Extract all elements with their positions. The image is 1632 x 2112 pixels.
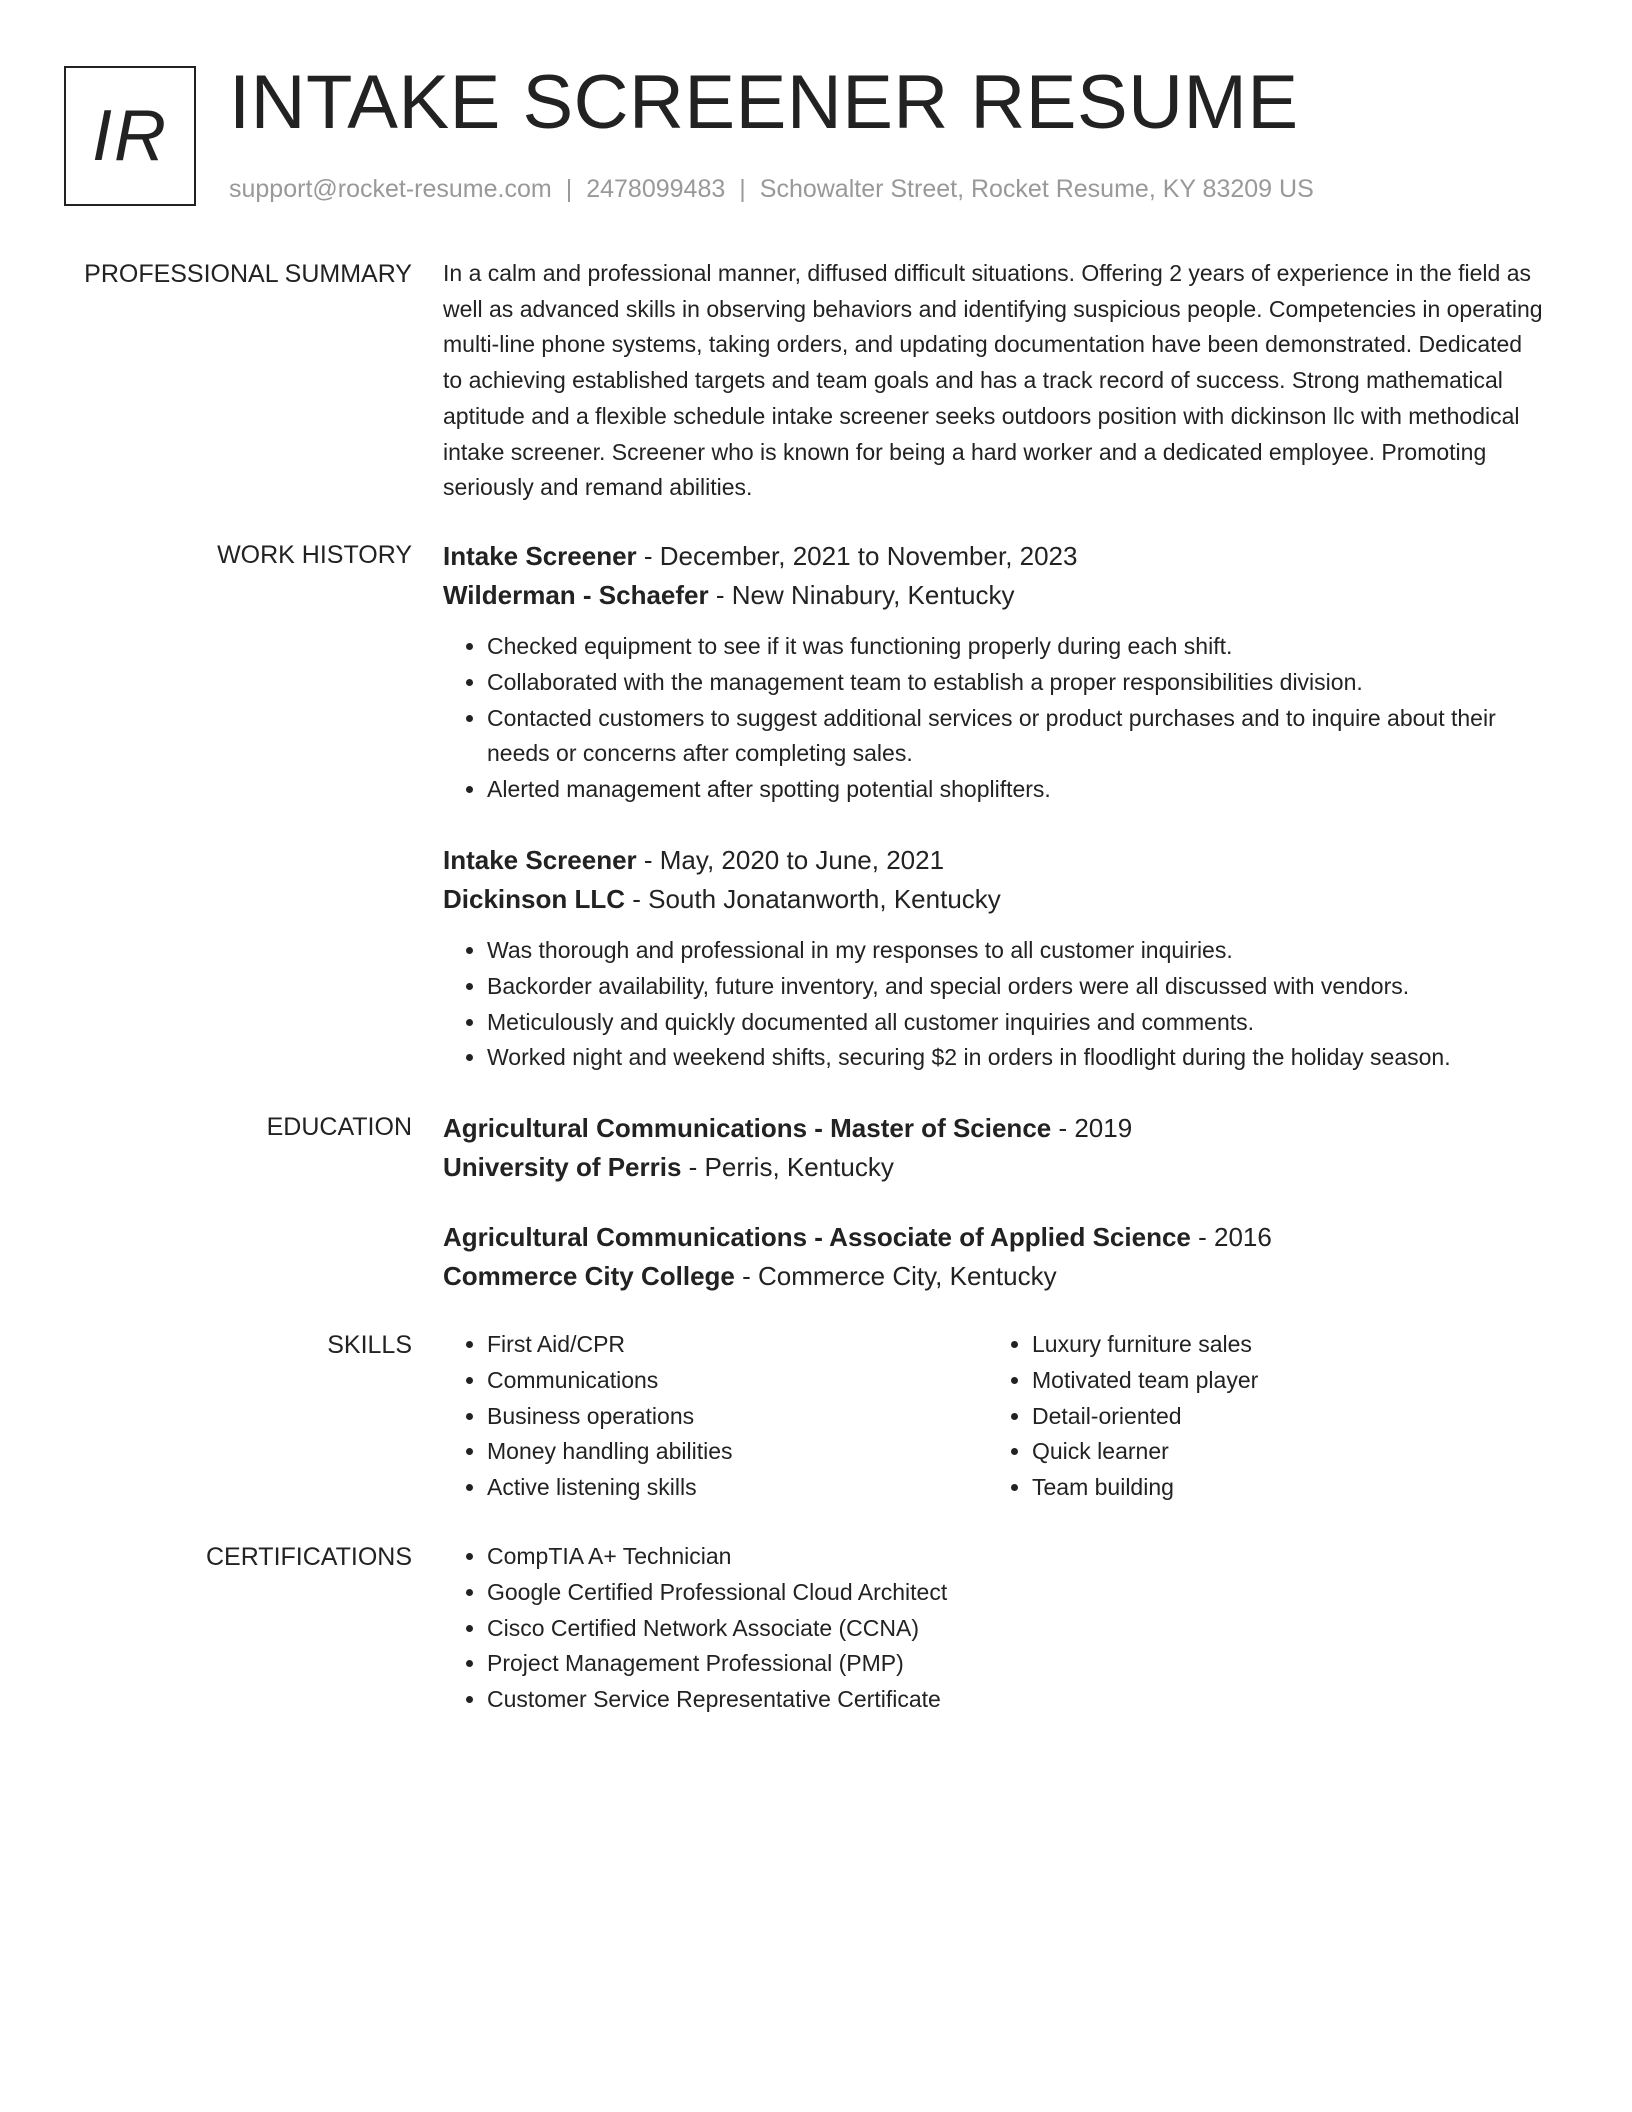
education-degree: Agricultural Communications - Associate of Applied Science: [443, 1222, 1191, 1252]
job-company-line: [443, 880, 1543, 919]
education-location: - Commerce City, Kentucky: [734, 1261, 1057, 1291]
section-label: WORK HISTORY: [217, 541, 412, 569]
skill-item: • Luxury furniture sales: [1032, 1327, 1528, 1363]
certification-item: • Customer Service Representative Certificate: [487, 1682, 1543, 1718]
job-entry: [443, 537, 1543, 808]
monogram-logo: IR: [64, 66, 196, 206]
skill-item: • Quick learner: [1032, 1434, 1528, 1470]
job-title-line: [443, 537, 1543, 576]
skills-list: [988, 1327, 1528, 1506]
section-skills: [0, 1327, 1632, 1517]
summary-text: In a calm and professional manner, diffused difficult situations. Offering 2 years of experience in the field as well as advanced skills in observing behaviors and identifying suspicious people. Competencies in operating multi-line phone systems, taking orders, and updating documentation have been demonstrated. Dedicated to achieving established targets and team goals and has a track record of success. Strong mathematical aptitude and a flexible schedule intake screener seeks outdoors position with dickinson llc with methodical intake screener. Screener who is known for being a hard worker and a dedicated employee. Promoting seriously and remand abilities.: [443, 260, 1543, 501]
education-school-line: [443, 1257, 1543, 1296]
contact-phone[interactable]: 2478099483: [586, 175, 726, 203]
section-education: [0, 1109, 1632, 1299]
education-year: - 2016: [1190, 1222, 1272, 1252]
section-label: SKILLS: [327, 1331, 412, 1359]
skill-item: • First Aid/CPR: [487, 1327, 983, 1363]
job-company: Dickinson LLC: [443, 884, 626, 914]
contact-address: Schowalter Street, Rocket Resume, KY 83209 US: [759, 175, 1314, 203]
education-entry: [443, 1109, 1543, 1187]
contact-line: [229, 172, 1314, 206]
job-location: - New Ninabury, Kentucky: [708, 580, 1015, 610]
skill-item: • Detail-oriented: [1032, 1399, 1528, 1435]
job-bullet: • Checked equipment to see if it was functioning properly during each shift.: [487, 629, 1543, 665]
skills-list: [443, 1327, 983, 1506]
resume-title: INTAKE SCREENER RESUME: [229, 60, 1299, 145]
section-label: PROFESSIONAL SUMMARY: [84, 260, 412, 288]
contact-separator: |: [739, 175, 746, 203]
skill-item: • Motivated team player: [1032, 1363, 1528, 1399]
certification-item: • Cisco Certified Network Associate (CCNA): [487, 1611, 1543, 1647]
job-bullets: [443, 933, 1543, 1076]
job-entry: [443, 841, 1543, 1076]
education-location: - Perris, Kentucky: [681, 1152, 894, 1182]
education-degree: Agricultural Communications - Master of Science: [443, 1113, 1052, 1143]
section-body: [443, 256, 1543, 506]
job-company: Wilderman - Schaefer: [443, 580, 709, 610]
section-certifications: [0, 1539, 1632, 1729]
job-location: - South Jonatanworth, Kentucky: [625, 884, 1001, 914]
section-label: EDUCATION: [266, 1113, 412, 1141]
education-school-line: [443, 1148, 1543, 1187]
job-bullet: • Was thorough and professional in my responses to all customer inquiries.: [487, 933, 1543, 969]
skills-column-right: [988, 1327, 1528, 1506]
section-professional-summary: [0, 256, 1632, 506]
job-dates: - December, 2021 to November, 2023: [636, 541, 1078, 571]
section-body: [443, 1539, 1543, 1718]
certification-item: • Google Certified Professional Cloud Architect: [487, 1575, 1543, 1611]
job-bullet: • Worked night and weekend shifts, securing $2 in orders in floodlight during the holiday season.: [487, 1040, 1543, 1076]
contact-email[interactable]: support@rocket-resume.com: [229, 175, 552, 203]
certification-item: • Project Management Professional (PMP): [487, 1646, 1543, 1682]
job-title: Intake Screener: [443, 541, 637, 571]
contact-separator: |: [565, 175, 573, 203]
job-bullet: • Contacted customers to suggest additional services or product purchases and to inquire about their needs or concerns after completing sales.: [487, 701, 1543, 773]
section-label: CERTIFICATIONS: [205, 1543, 412, 1571]
job-title-line: [443, 841, 1543, 880]
skill-item: • Money handling abilities: [487, 1434, 983, 1470]
job-dates: - May, 2020 to June, 2021: [636, 845, 945, 875]
certifications-list: [443, 1539, 1543, 1718]
skill-item: • Communications: [487, 1363, 983, 1399]
job-title: Intake Screener: [443, 845, 637, 875]
education-school: University of Perris: [443, 1152, 682, 1182]
job-company-line: [443, 576, 1543, 615]
skills-column-left: [443, 1327, 983, 1506]
job-bullets: [443, 629, 1543, 808]
job-bullet: • Meticulously and quickly documented all customer inquiries and comments.: [487, 1005, 1543, 1041]
education-year: - 2019: [1051, 1113, 1133, 1143]
job-bullet: • Alerted management after spotting potential shoplifters.: [487, 772, 1543, 808]
education-entry: [443, 1218, 1543, 1296]
skill-item: • Team building: [1032, 1470, 1528, 1506]
job-bullet: • Collaborated with the management team to establish a proper responsibilities division.: [487, 665, 1543, 701]
education-school: Commerce City College: [443, 1261, 735, 1291]
skill-item: • Active listening skills: [487, 1470, 983, 1506]
education-degree-line: [443, 1109, 1543, 1148]
job-bullet: • Backorder availability, future inventory, and special orders were all discussed with vendors.: [487, 969, 1543, 1005]
education-degree-line: [443, 1218, 1543, 1257]
section-work-history: [0, 537, 1632, 1077]
certification-item: • CompTIA A+ Technician: [487, 1539, 1543, 1575]
skill-item: • Business operations: [487, 1399, 983, 1435]
